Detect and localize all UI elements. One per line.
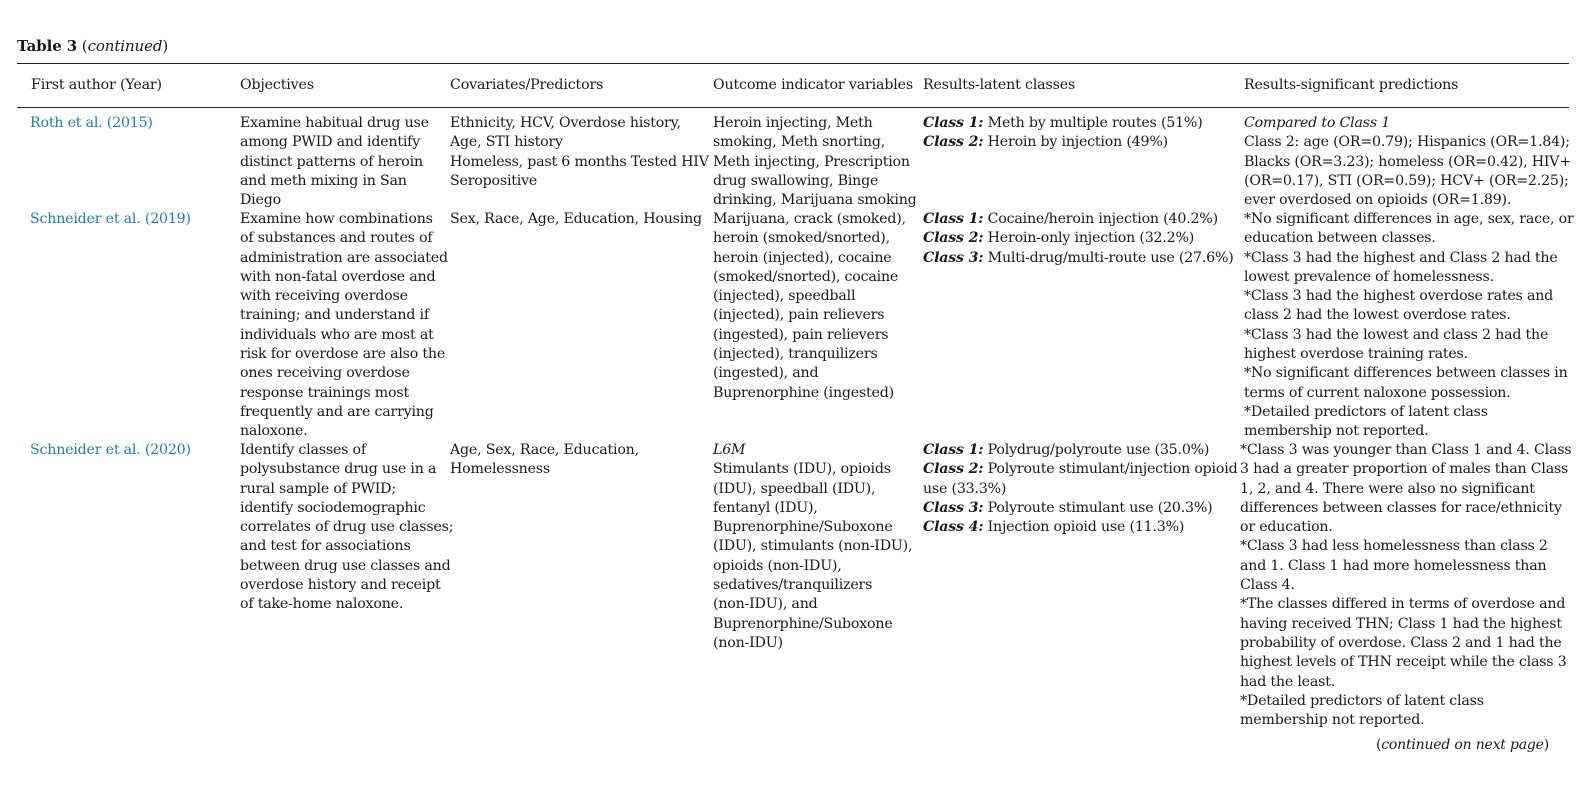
author-cell[interactable]	[30, 114, 153, 133]
covariates-line: Homeless, past 6 months Tested HIV	[450, 153, 709, 170]
objectives-line: correlates of drug use classes;	[240, 519, 454, 536]
objectives-line: identify sociodemographic	[240, 499, 426, 516]
header-covariates: Covariates/Predictors	[450, 77, 604, 93]
outcomes-line: heroin (smoked/snorted),	[713, 230, 890, 247]
covariates-line: Ethnicity, HCV, Overdose history,	[450, 115, 681, 131]
covariates-line: Age, Sex, Race, Education,	[450, 442, 639, 458]
predictions-line: *Detailed predictors of latent class	[1240, 692, 1484, 709]
objectives-line: with non-fatal overdose and	[240, 268, 436, 285]
outcomes-line: (ingested), pain relievers	[713, 326, 889, 343]
latent-class-line	[923, 114, 1203, 133]
author-cell[interactable]	[30, 210, 191, 229]
predictions-cell	[1240, 441, 1571, 730]
predictions-line: terms of current naloxone possession.	[1244, 384, 1511, 401]
author-link[interactable]: Schneider et al. (2019)	[30, 211, 191, 227]
predictions-line: probability of overdose. Class 2 and 1 had the	[1240, 634, 1562, 651]
predictions-heading: Compared to Class 1	[1244, 115, 1391, 131]
latent-class-text: Cocaine/heroin injection (40.2%)	[983, 211, 1218, 227]
header-latent-classes: Results-latent classes	[923, 77, 1076, 93]
covariates-line: Homelessness	[450, 461, 550, 478]
latent-class-continuation: use (33.3%)	[923, 480, 1007, 497]
predictions-line: (OR=0.17), STI (OR=0.59); HCV+ (OR=2.25);	[1244, 172, 1569, 189]
latent-class-line	[923, 460, 1237, 479]
objectives-cell	[240, 114, 429, 210]
outcomes-line: (non-IDU), and	[713, 596, 818, 613]
objectives-line: risk for overdose are also the	[240, 346, 446, 363]
outcomes-line: (smoked/snorted), cocaine	[713, 268, 899, 285]
outcomes-line: (non-IDU)	[713, 634, 783, 651]
predictions-line: *Class 3 had the highest overdose rates and	[1244, 288, 1554, 305]
objectives-line: with receiving overdose	[240, 288, 408, 305]
latent-class-label: Class 1:	[923, 211, 984, 227]
latent-class-line	[923, 441, 1237, 460]
predictions-line: *No significant differences in age, sex, race, or	[1244, 211, 1574, 227]
objectives-line: Identify classes of	[240, 442, 366, 458]
predictions-line: had the least.	[1240, 673, 1336, 690]
header-predictions: Results-significant predictions	[1244, 77, 1459, 93]
outcomes-cell	[713, 210, 906, 403]
table-label: Table 3	[17, 37, 78, 55]
latent-class-text: Polyroute stimulant use (20.3%)	[983, 499, 1213, 516]
outcomes-line: Heroin injecting, Meth	[713, 115, 873, 131]
latent-class-label: Class 1:	[923, 442, 984, 458]
latent-class-text: Heroin by injection (49%)	[983, 134, 1168, 151]
outcomes-line: (IDU), stimulants (non-IDU),	[713, 538, 913, 555]
predictions-line: highest levels of THN receipt while the class 3	[1240, 654, 1567, 671]
latent-class-text: Meth by multiple routes (51%)	[983, 115, 1203, 131]
predictions-line: ever overdosed on opioids (OR=1.89).	[1244, 192, 1512, 209]
objectives-line: response trainings most	[240, 384, 409, 401]
outcomes-line: (injected), pain relievers	[713, 307, 885, 324]
predictions-line: 3 had a greater proportion of males than Class	[1240, 461, 1569, 478]
predictions-line: differences between classes for race/ethnicity	[1240, 499, 1562, 516]
objectives-cell	[240, 210, 448, 442]
latent-classes-cell	[923, 441, 1237, 537]
outcomes-line: heroin (injected), cocaine	[713, 249, 892, 266]
predictions-line: or education.	[1240, 519, 1333, 536]
outcomes-line: (injected), tranquilizers	[713, 346, 878, 363]
table-continued-label: continued	[87, 37, 163, 55]
outcomes-line: drug swallowing, Binge	[713, 172, 879, 189]
objectives-line: training; and understand if	[240, 307, 429, 324]
objectives-line: Examine how combinations	[240, 211, 433, 227]
latent-class-line	[923, 210, 1234, 229]
latent-class-label: Class 2:	[923, 134, 984, 151]
outcomes-line: (injected), speedball	[713, 288, 856, 305]
covariates-cell	[450, 114, 709, 191]
covariates-line: Seropositive	[450, 172, 538, 189]
table-top-rule	[17, 63, 1569, 64]
predictions-line: lowest prevalence of homelessness.	[1244, 268, 1494, 285]
outcomes-cell	[713, 114, 917, 210]
header-objectives: Objectives	[240, 77, 314, 93]
objectives-line: distinct patterns of heroin	[240, 153, 423, 170]
outcomes-line: fentanyl (IDU),	[713, 499, 818, 516]
predictions-line: *Class 3 had the lowest and class 2 had the	[1244, 326, 1549, 343]
latent-class-text: Polyroute stimulant/injection opioid	[983, 461, 1238, 478]
header-first-author: First author (Year)	[31, 77, 162, 93]
footer-text: continued on next page	[1381, 737, 1544, 753]
predictions-line: and 1. Class 1 had more homelessness than	[1240, 557, 1547, 574]
predictions-line: having received THN; Class 1 had the highest	[1240, 615, 1562, 632]
latent-class-line	[923, 133, 1203, 152]
latent-class-line	[923, 249, 1234, 268]
latent-class-label: Class 3:	[923, 249, 984, 266]
latent-class-label: Class 3:	[923, 499, 984, 516]
predictions-cell	[1244, 210, 1574, 442]
predictions-line: *Class 3 was younger than Class 1 and 4. Class	[1240, 442, 1572, 458]
covariates-line: Sex, Race, Age, Education, Housing	[450, 211, 702, 227]
outcomes-line: Buprenorphine (ingested)	[713, 384, 894, 401]
outcomes-line: smoking, Meth snorting,	[713, 134, 886, 151]
objectives-line: and test for associations	[240, 538, 411, 555]
outcomes-line: Meth injecting, Prescription	[713, 153, 910, 170]
latent-class-line	[923, 229, 1234, 248]
objectives-line: naloxone.	[240, 423, 308, 440]
outcomes-line: (IDU), speedball (IDU),	[713, 480, 876, 497]
objectives-line: of substances and routes of	[240, 230, 433, 247]
predictions-line: 1, 2, and 4. There were also no significant	[1240, 480, 1535, 497]
latent-class-label: Class 1:	[923, 115, 984, 131]
predictions-line: membership not reported.	[1244, 423, 1429, 440]
latent-classes-cell	[923, 210, 1234, 268]
outcomes-line: Buprenorphine/Suboxone	[713, 615, 893, 632]
outcomes-line: (ingested), and	[713, 365, 819, 382]
latent-class-text: Injection opioid use (11.3%)	[983, 519, 1185, 536]
objectives-line: ones receiving overdose	[240, 365, 410, 382]
covariates-cell	[450, 441, 639, 480]
predictions-line: Class 2: age (OR=0.79); Hispanics (OR=1.84);	[1244, 134, 1570, 151]
predictions-line: *Class 3 had the highest and Class 2 had the	[1244, 249, 1558, 266]
covariates-line: Age, STI history	[450, 134, 563, 151]
objectives-line: Examine habitual drug use	[240, 115, 429, 131]
predictions-line: Blacks (OR=3.23); homeless (OR=0.42), HIV+	[1244, 153, 1572, 170]
outcomes-line: drinking, Marijuana smoking	[713, 192, 917, 209]
predictions-line: *Detailed predictors of latent class	[1244, 403, 1488, 420]
objectives-line: overdose history and receipt	[240, 577, 441, 594]
predictions-line: *The classes differed in terms of overdose and	[1240, 596, 1566, 613]
author-link[interactable]: Schneider et al. (2020)	[30, 442, 191, 458]
predictions-line: membership not reported.	[1240, 712, 1425, 729]
objectives-line: frequently and are carrying	[240, 403, 434, 420]
latent-classes-cell	[923, 114, 1203, 153]
objectives-line: rural sample of PWID;	[240, 480, 396, 497]
predictions-cell	[1244, 114, 1571, 210]
objectives-cell	[240, 441, 453, 615]
latent-class-text: Heroin-only injection (32.2%)	[983, 230, 1195, 247]
latent-class-text: Polydrug/polyroute use (35.0%)	[983, 442, 1210, 458]
outcomes-line: Buprenorphine/Suboxone	[713, 519, 893, 536]
author-link[interactable]: Roth et al. (2015)	[30, 115, 153, 131]
objectives-line: administration are associated	[240, 249, 448, 266]
table-header-rule	[17, 107, 1569, 108]
table-caption: Table 3 (continued)	[17, 37, 169, 55]
objectives-line: Diego	[240, 192, 281, 209]
outcomes-line: sedatives/tranquilizers	[713, 577, 873, 594]
latent-class-label: Class 2:	[923, 230, 984, 247]
objectives-line: individuals who are most at	[240, 326, 434, 343]
covariates-cell	[450, 210, 702, 229]
predictions-line: education between classes.	[1244, 230, 1436, 247]
objectives-line: polysubstance drug use in a	[240, 461, 437, 478]
outcomes-line: opioids (non-IDU),	[713, 557, 842, 574]
objectives-line: among PWID and identify	[240, 134, 421, 151]
outcomes-line: Stimulants (IDU), opioids	[713, 461, 891, 478]
latent-class-text: Multi-drug/multi-route use (27.6%)	[983, 249, 1234, 266]
latent-class-line	[923, 518, 1237, 537]
author-cell[interactable]	[30, 441, 191, 460]
outcomes-cell	[713, 441, 912, 653]
latent-class-label: Class 4:	[923, 519, 984, 536]
latent-class-label: Class 2:	[923, 461, 984, 478]
objectives-line: of take-home naloxone.	[240, 596, 404, 613]
predictions-line: class 2 had the lowest overdose rates.	[1244, 307, 1511, 324]
table-footer: (continued on next page)	[1376, 737, 1549, 753]
outcomes-line: Marijuana, crack (smoked),	[713, 211, 906, 227]
objectives-line: between drug use classes and	[240, 557, 451, 574]
predictions-line: Class 4.	[1240, 577, 1295, 594]
outcomes-heading: L6M	[713, 442, 746, 458]
predictions-line: highest overdose training rates.	[1244, 346, 1468, 363]
predictions-line: *Class 3 had less homelessness than class 2	[1240, 538, 1548, 555]
latent-class-line	[923, 499, 1237, 518]
header-outcomes: Outcome indicator variables	[713, 77, 914, 93]
predictions-line: *No significant differences between classes in	[1244, 365, 1568, 382]
objectives-line: and meth mixing in San	[240, 172, 407, 189]
